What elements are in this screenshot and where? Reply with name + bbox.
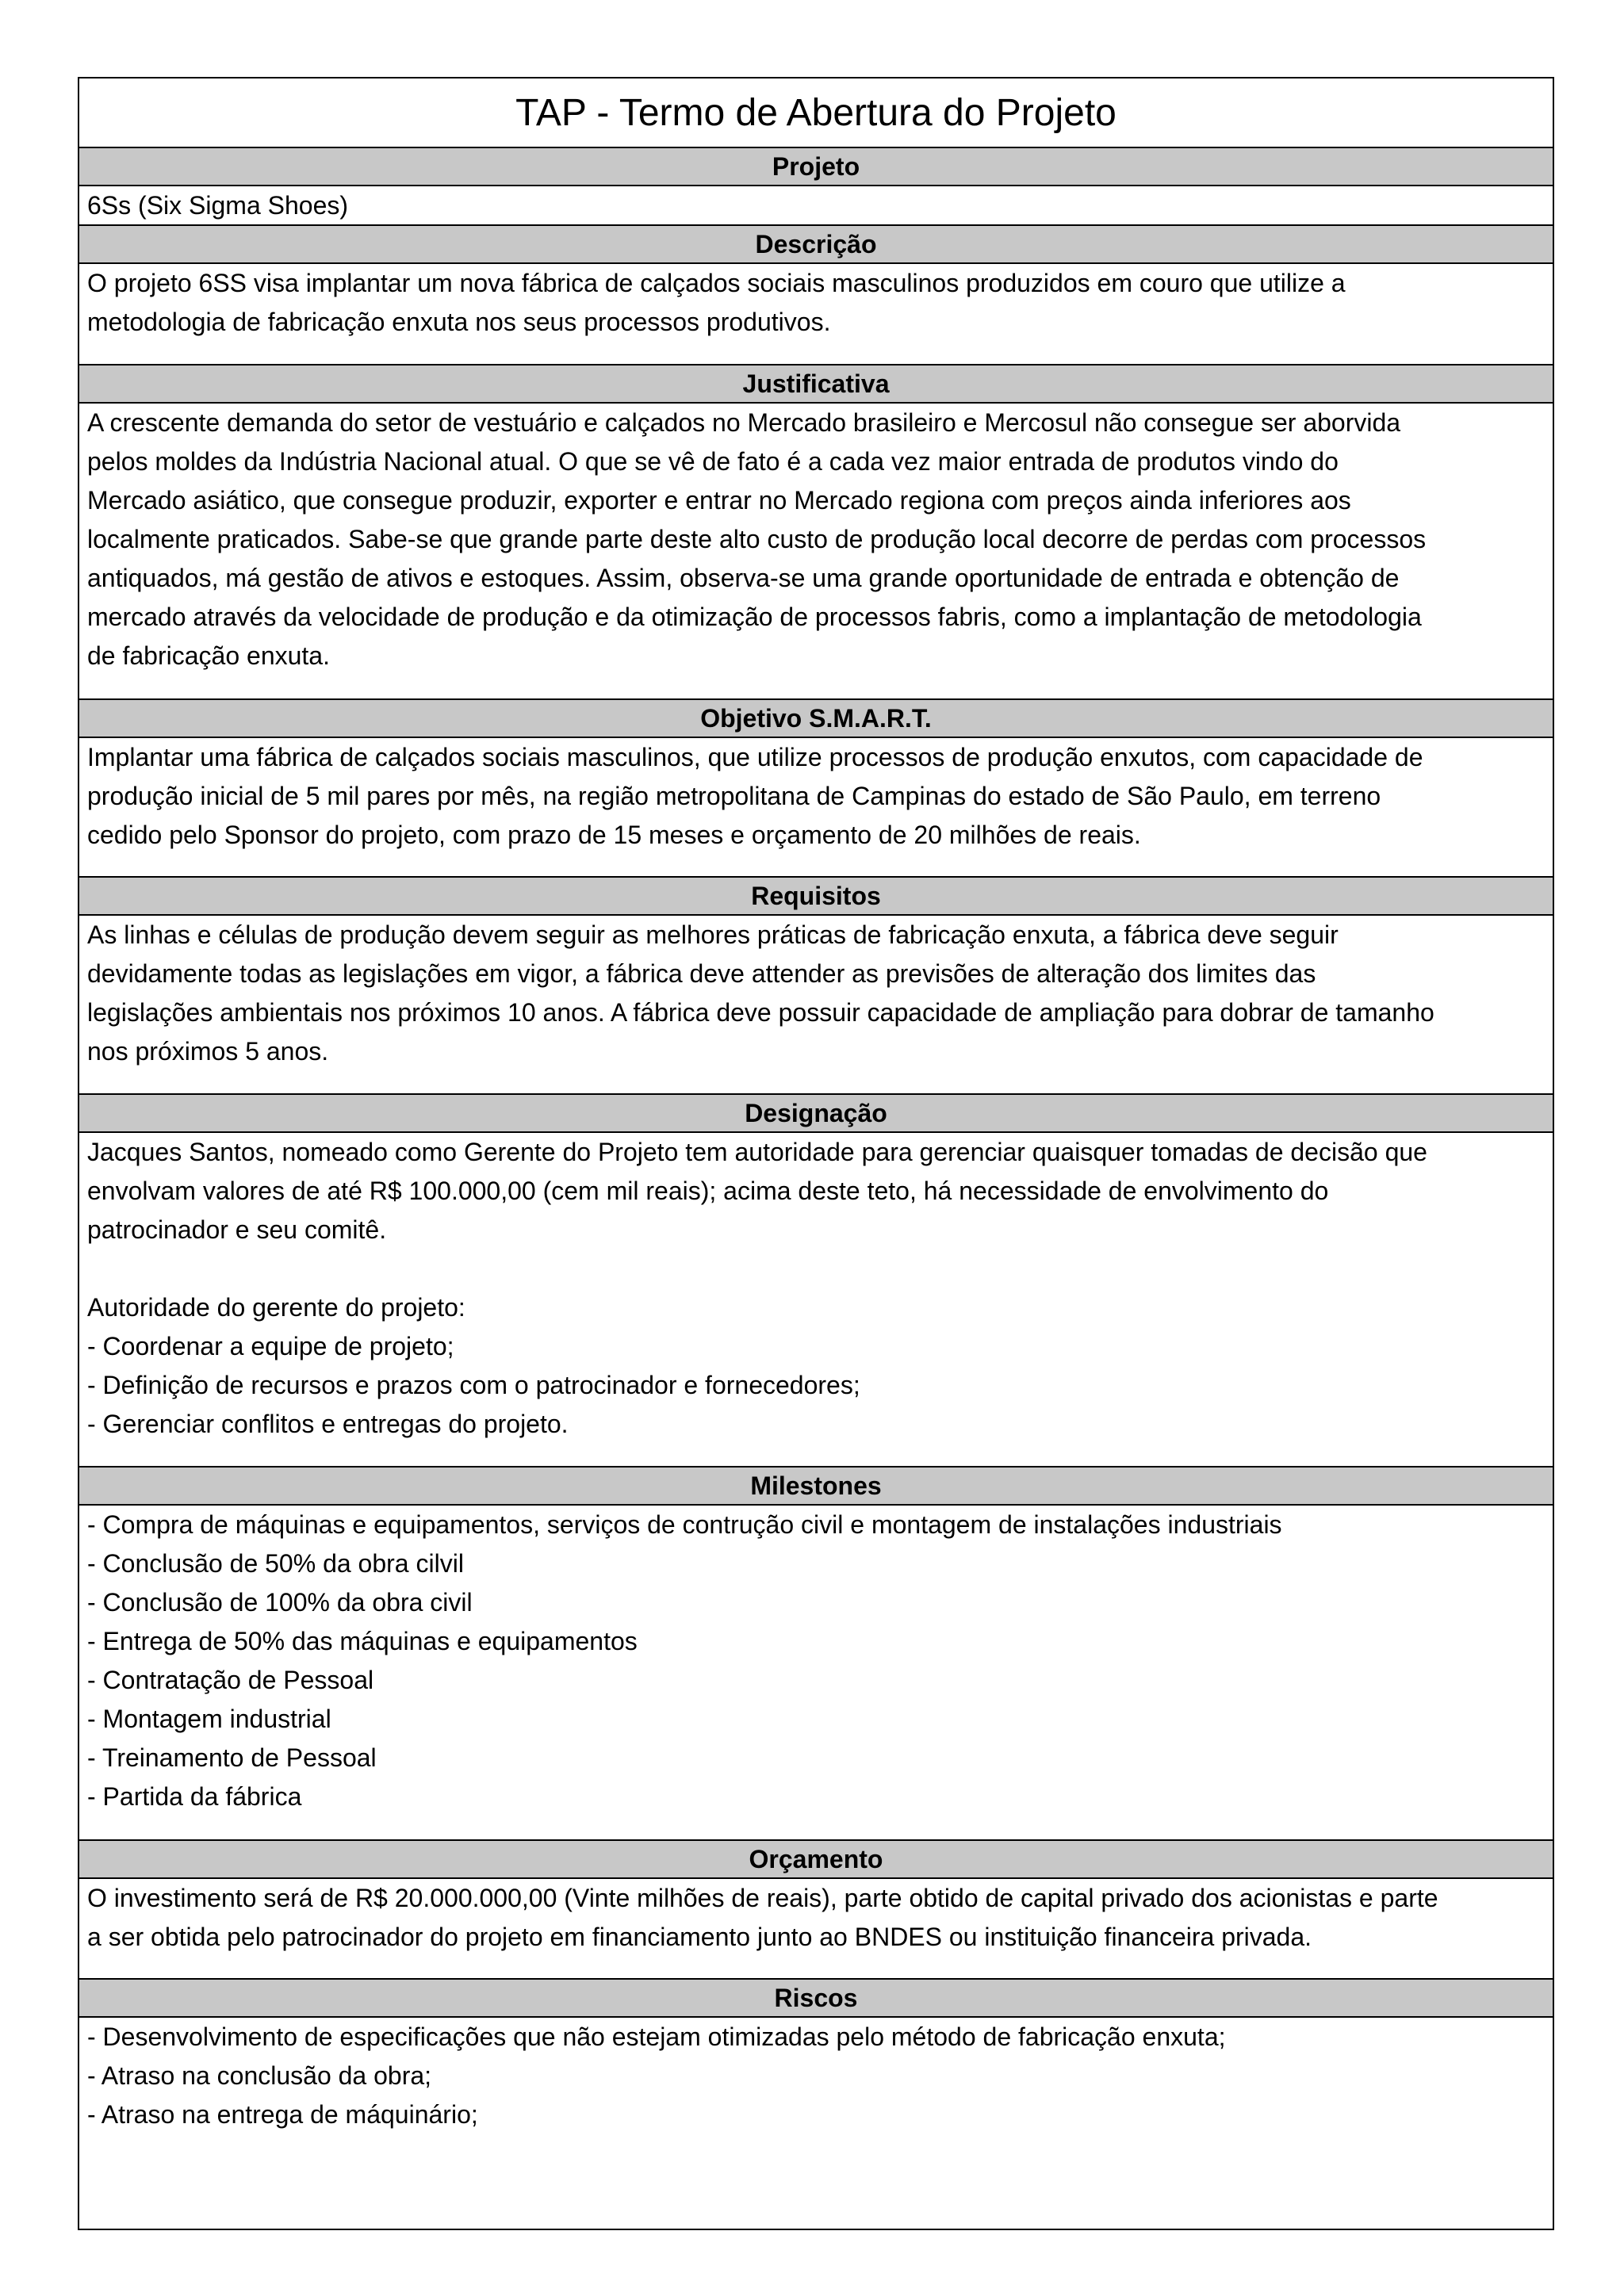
text-line: O projeto 6SS visa implantar um nova fábrica de calçados sociais masculinos produzidos em couro que utilize a	[87, 269, 1346, 297]
text-line: cedido pelo Sponsor do projeto, com prazo de 15 meses e orçamento de 20 milhões de reais.	[87, 821, 1141, 849]
text-line: - Treinamento de Pessoal	[87, 1743, 377, 1772]
text-line: pelos moldes da Indústria Nacional atual. O que se vê de fato é a cada vez maior entrada de produtos vindo do	[87, 447, 1339, 476]
text-line: produção inicial de 5 mil pares por mês, na região metropolitana de Campinas do estado de São Paulo, em terreno	[87, 782, 1381, 810]
text-line: - Atraso na conclusão da obra;	[87, 2061, 432, 2090]
text-line: Implantar uma fábrica de calçados sociais masculinos, que utilize processos de produção enxutos, com capacidade de	[87, 743, 1423, 771]
text-line: A crescente demanda do setor de vestuário e calçados no Mercado brasileiro e Mercosul não consegue ser aborvida	[87, 408, 1401, 437]
section-header-orcamento: Orçamento	[79, 1841, 1553, 1879]
text-line: de fabricação enxuta.	[87, 641, 330, 670]
document-title: TAP - Termo de Abertura do Projeto	[79, 78, 1553, 148]
section-header-requisitos: Requisitos	[79, 878, 1553, 916]
text-line	[87, 1249, 1545, 1288]
text-line: - Conclusão de 50% da obra cilvil	[87, 1549, 464, 1578]
text-line: localmente praticados. Sabe-se que grande parte deste alto custo de produção local decorre de perdas com processos	[87, 525, 1427, 553]
text-line: - Desenvolvimento de especificações que não estejam otimizadas pelo método de fabricação enxuta;	[87, 2022, 1226, 2051]
text-line: - Gerenciar conflitos e entregas do projeto.	[87, 1410, 569, 1438]
text-line: Autoridade do gerente do projeto:	[87, 1293, 465, 1322]
text-line: nos próximos 5 anos.	[87, 1037, 329, 1066]
text-line: As linhas e células de produção devem seguir as melhores práticas de fabricação enxuta, a fábrica deve seguir	[87, 920, 1339, 949]
section-body-milestones	[79, 1506, 1553, 1841]
text-line: - Montagem industrial	[87, 1705, 331, 1733]
text-line: - Atraso na entrega de máquinário;	[87, 2100, 478, 2129]
document-sheet	[78, 77, 1554, 2230]
text-line: metodologia de fabricação enxuta nos seus processos produtivos.	[87, 308, 831, 336]
section-body-riscos	[79, 2018, 1553, 2229]
section-body-projeto	[79, 186, 1553, 226]
section-header-milestones: Milestones	[79, 1468, 1553, 1506]
section-body-designacao	[79, 1133, 1553, 1468]
section-body-objetivo	[79, 738, 1553, 878]
section-header-projeto: Projeto	[79, 148, 1553, 186]
text-line: antiquados, má gestão de ativos e estoques. Assim, observa-se uma grande oportunidade de entrada e obtenção de	[87, 564, 1400, 592]
text-line: a ser obtida pelo patrocinador do projeto em financiamento junto ao BNDES ou instituição financeira privada.	[87, 1923, 1312, 1951]
text-line: - Compra de máquinas e equipamentos, serviços de contrução civil e montagem de instalações industriais	[87, 1510, 1282, 1539]
text-line: - Conclusão de 100% da obra civil	[87, 1588, 473, 1617]
text-line: O investimento será de R$ 20.000.000,00 (Vinte milhões de reais), parte obtido de capital privado dos acionistas e parte	[87, 1884, 1438, 1912]
text-line: - Partida da fábrica	[87, 1782, 302, 1811]
text-line: - Contratação de Pessoal	[87, 1666, 374, 1694]
section-header-designacao: Designação	[79, 1095, 1553, 1133]
text-line: envolvam valores de até R$ 100.000,00 (cem mil reais); acima deste teto, há necessidade de envolvimento do	[87, 1177, 1329, 1205]
text-line: patrocinador e seu comitê.	[87, 1215, 387, 1244]
section-body-orcamento	[79, 1879, 1553, 1980]
section-header-justificativa: Justificativa	[79, 365, 1553, 404]
text-line: Jacques Santos, nomeado como Gerente do Projeto tem autoridade para gerenciar quaisquer tomadas de decisão que	[87, 1138, 1427, 1166]
section-body-justificativa	[79, 404, 1553, 700]
text-line: legislações ambientais nos próximos 10 anos. A fábrica deve possuir capacidade de ampliação para dobrar de tamanho	[87, 998, 1434, 1027]
text-line: 6Ss (Six Sigma Shoes)	[87, 191, 349, 220]
text-line: devidamente todas as legislações em vigor, a fábrica deve attender as previsões de alteração dos limites das	[87, 959, 1316, 988]
section-body-descricao	[79, 264, 1553, 365]
section-body-requisitos	[79, 916, 1553, 1095]
text-line: - Definição de recursos e prazos com o patrocinador e fornecedores;	[87, 1371, 860, 1399]
section-header-descricao: Descrição	[79, 226, 1553, 264]
text-line: Mercado asiático, que consegue produzir, exporter e entrar no Mercado regiona com preços ainda inferiores aos	[87, 486, 1351, 515]
section-header-objetivo: Objetivo S.M.A.R.T.	[79, 700, 1553, 738]
text-line: - Coordenar a equipe de projeto;	[87, 1332, 454, 1360]
section-header-riscos: Riscos	[79, 1980, 1553, 2018]
text-line: - Entrega de 50% das máquinas e equipamentos	[87, 1627, 638, 1655]
text-line: mercado através da velocidade de produção e da otimização de processos fabris, como a implantação de metodologia	[87, 603, 1422, 631]
